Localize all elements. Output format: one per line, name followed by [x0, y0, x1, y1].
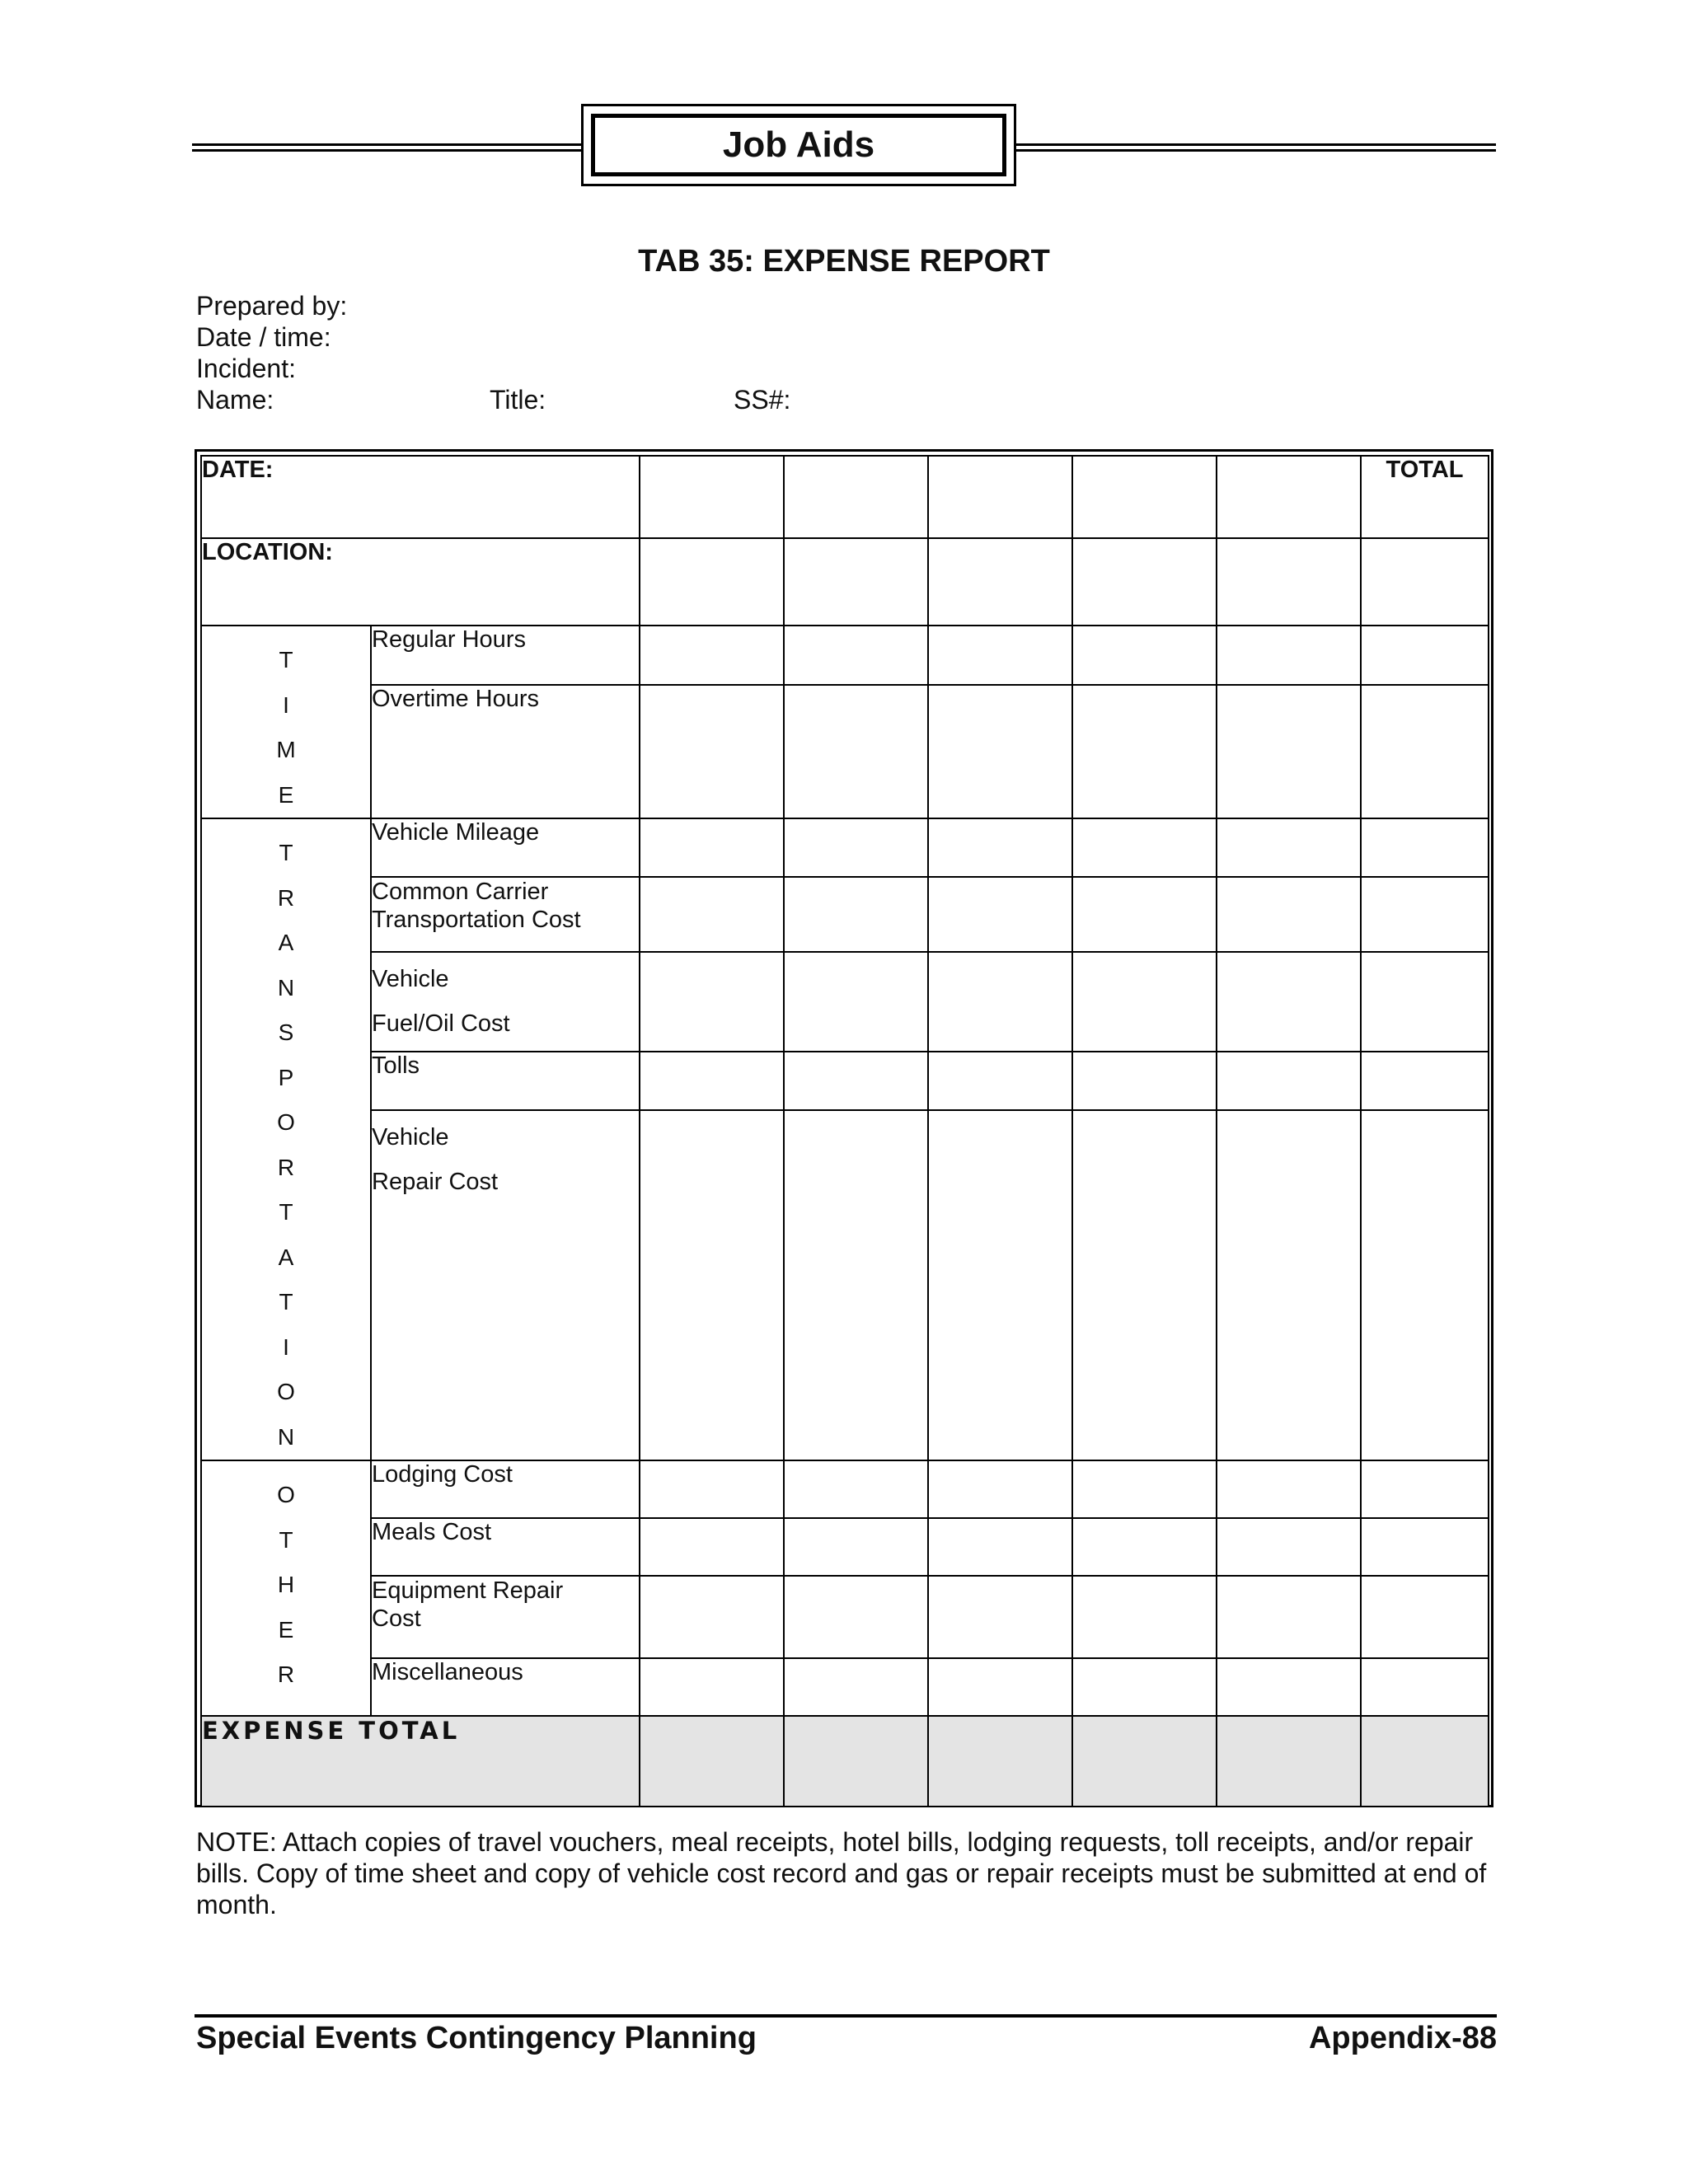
date-cell-1[interactable]	[640, 456, 784, 538]
entry-cell[interactable]	[928, 952, 1072, 1052]
incident-label: Incident:	[196, 354, 296, 383]
entry-cell[interactable]	[1217, 626, 1361, 685]
entry-cell[interactable]	[928, 1658, 1072, 1716]
item-label: Transportation Cost	[372, 906, 581, 933]
entry-cell[interactable]	[928, 1110, 1072, 1460]
vertical-letter: E	[278, 781, 294, 808]
entry-cell[interactable]	[640, 1460, 784, 1518]
vertical-letter: M	[276, 737, 296, 762]
entry-cell[interactable]	[928, 1460, 1072, 1518]
item-label: Repair Cost	[372, 1169, 499, 1196]
entry-cell[interactable]	[1072, 685, 1217, 818]
vertical-letter: A	[278, 930, 294, 955]
total-cell[interactable]	[1361, 1518, 1489, 1576]
item-vehicle-fuel-oil	[371, 952, 640, 1052]
entry-cell[interactable]	[1217, 877, 1361, 952]
time-group-label	[201, 626, 371, 818]
total-cell[interactable]	[1361, 1460, 1489, 1518]
location-cell-5[interactable]	[1217, 538, 1361, 626]
entry-cell[interactable]	[784, 1658, 928, 1716]
total-header: TOTAL	[1361, 456, 1489, 538]
item-label: Regular Hours	[372, 626, 526, 653]
page-number: Appendix-88	[1308, 2021, 1497, 2055]
item-label: Vehicle	[372, 965, 449, 992]
footer-rule	[195, 2014, 1497, 2018]
table-row	[201, 818, 1489, 877]
entry-cell[interactable]	[784, 626, 928, 685]
item-vehicle-mileage	[371, 818, 640, 877]
entry-cell[interactable]	[1217, 1110, 1361, 1460]
vertical-letter: T	[279, 1199, 293, 1225]
expense-total-row	[201, 1716, 1489, 1807]
entry-cell[interactable]	[1072, 1518, 1217, 1576]
item-meals-cost	[371, 1518, 640, 1576]
entry-cell[interactable]	[640, 1576, 784, 1658]
item-label: Miscellaneous	[372, 1659, 523, 1685]
entry-cell[interactable]	[784, 1460, 928, 1518]
item-label: Equipment Repair	[372, 1577, 564, 1604]
vertical-letter: S	[278, 1019, 294, 1045]
entry-cell[interactable]	[640, 952, 784, 1052]
date-label: DATE:	[201, 456, 640, 538]
header-title: Job Aids	[722, 124, 875, 165]
expense-table	[200, 455, 1489, 1807]
header-banner	[581, 104, 1016, 186]
entry-cell[interactable]	[640, 626, 784, 685]
ss-label: SS#:	[734, 385, 791, 415]
entry-cell[interactable]	[1217, 685, 1361, 818]
table-row	[201, 626, 1489, 685]
vertical-letter: T	[279, 1526, 293, 1553]
entry-cell[interactable]	[1072, 952, 1217, 1052]
vertical-letter: H	[277, 1572, 295, 1597]
expense-total-label: EXPENSE TOTAL	[201, 1716, 640, 1807]
note-text: NOTE: Attach copies of travel vouchers, meal receipts, hotel bills, lodging requests, toll receipts, and/or repair bills. Copy of time sheet and copy of vehicle cost record and gas or repair receipts must be submitted at end of month.	[196, 1827, 1487, 1919]
item-label: Meals Cost	[372, 1519, 492, 1545]
entry-cell[interactable]	[1072, 1658, 1217, 1716]
table-row	[201, 685, 1489, 818]
entry-cell[interactable]	[1072, 818, 1217, 877]
entry-cell[interactable]	[928, 685, 1072, 818]
location-cell-2[interactable]	[784, 538, 928, 626]
vertical-letter: I	[283, 691, 289, 718]
entry-cell[interactable]	[928, 1052, 1072, 1110]
item-tolls	[371, 1052, 640, 1110]
entry-cell[interactable]	[784, 1576, 928, 1658]
date-cell-3[interactable]	[928, 456, 1072, 538]
vertical-letter: P	[278, 1064, 294, 1090]
header-rule-right	[1016, 143, 1496, 152]
item-label: Lodging Cost	[372, 1461, 513, 1488]
location-cell-1[interactable]	[640, 538, 784, 626]
entry-cell[interactable]	[640, 1110, 784, 1460]
entry-cell[interactable]	[1217, 1576, 1361, 1658]
location-cell-3[interactable]	[928, 538, 1072, 626]
vertical-letter: N	[277, 974, 295, 1001]
other-group-label	[201, 1460, 371, 1716]
expense-total-cell[interactable]	[1217, 1716, 1361, 1807]
expense-total-cell[interactable]	[928, 1716, 1072, 1807]
item-label: Vehicle	[372, 1124, 449, 1151]
entry-cell[interactable]	[640, 685, 784, 818]
vertical-letter: A	[278, 1244, 294, 1270]
prepared-by-label: Prepared by:	[196, 291, 348, 321]
vertical-letter: O	[277, 1109, 295, 1135]
entry-cell[interactable]	[928, 1576, 1072, 1658]
item-miscellaneous	[371, 1658, 640, 1716]
entry-cell[interactable]	[784, 685, 928, 818]
entry-cell[interactable]	[640, 877, 784, 952]
item-lodging-cost	[371, 1460, 640, 1518]
item-common-carrier	[371, 877, 640, 952]
entry-cell[interactable]	[784, 952, 928, 1052]
item-label: Overtime Hours	[372, 685, 540, 712]
total-cell[interactable]	[1361, 818, 1489, 877]
entry-cell[interactable]	[784, 818, 928, 877]
location-label: LOCATION:	[201, 538, 640, 626]
total-cell[interactable]	[1361, 1052, 1489, 1110]
entry-cell[interactable]	[640, 1052, 784, 1110]
entry-cell[interactable]	[784, 1110, 928, 1460]
item-label: Tolls	[372, 1052, 420, 1080]
vertical-letter: T	[279, 647, 293, 673]
entry-cell[interactable]	[784, 1052, 928, 1110]
entry-cell[interactable]	[1072, 626, 1217, 685]
date-time-label: Date / time:	[196, 322, 331, 352]
item-label: Fuel/Oil Cost	[372, 1010, 510, 1037]
item-label: Cost	[372, 1605, 421, 1632]
entry-cell[interactable]	[1072, 1052, 1217, 1110]
table-row	[201, 877, 1489, 952]
entry-cell[interactable]	[1072, 1576, 1217, 1658]
footer-title: Special Events Contingency Planning	[196, 2021, 757, 2055]
table-row	[201, 952, 1489, 1052]
entry-cell[interactable]	[1217, 1518, 1361, 1576]
entry-cell[interactable]	[1217, 1052, 1361, 1110]
name-label: Name:	[196, 385, 274, 415]
location-total-cell[interactable]	[1361, 538, 1489, 626]
date-cell-2[interactable]	[784, 456, 928, 538]
entry-cell[interactable]	[928, 877, 1072, 952]
entry-cell[interactable]	[928, 1518, 1072, 1576]
entry-cell[interactable]	[1217, 1460, 1361, 1518]
transportation-group-label	[201, 818, 371, 1460]
total-cell[interactable]	[1361, 952, 1489, 1052]
table-row	[201, 1052, 1489, 1110]
vertical-letter: I	[283, 1333, 289, 1360]
vertical-letter: R	[277, 884, 295, 911]
header-banner-inner	[591, 114, 1006, 176]
item-equipment-repair	[371, 1576, 640, 1658]
item-regular-hours	[371, 626, 640, 685]
grand-total-cell[interactable]	[1361, 1716, 1489, 1807]
expense-total-cell[interactable]	[1072, 1716, 1217, 1807]
date-row	[201, 456, 1489, 538]
total-cell[interactable]	[1361, 626, 1489, 685]
entry-cell[interactable]	[928, 818, 1072, 877]
item-vehicle-repair	[371, 1110, 640, 1460]
entry-cell[interactable]	[640, 1658, 784, 1716]
location-cell-4[interactable]	[1072, 538, 1217, 626]
header-rule-left	[192, 143, 581, 152]
vertical-letter: E	[278, 1616, 294, 1643]
total-cell[interactable]	[1361, 1110, 1489, 1460]
entry-cell[interactable]	[640, 818, 784, 877]
table-row	[201, 1576, 1489, 1658]
table-row	[201, 1110, 1489, 1460]
date-cell-4[interactable]	[1072, 456, 1217, 538]
entry-cell[interactable]	[784, 877, 928, 952]
vertical-letter: O	[277, 1482, 295, 1507]
vertical-letter: T	[279, 840, 293, 865]
total-cell[interactable]	[1361, 685, 1489, 818]
entry-cell[interactable]	[640, 1518, 784, 1576]
entry-cell[interactable]	[1072, 1460, 1217, 1518]
total-cell[interactable]	[1361, 877, 1489, 952]
vertical-letter: T	[279, 1289, 293, 1315]
vertical-letter: N	[277, 1423, 295, 1450]
location-row	[201, 538, 1489, 626]
vertical-letter: R	[277, 1154, 295, 1180]
table-row	[201, 1658, 1489, 1716]
date-cell-5[interactable]	[1217, 456, 1361, 538]
entry-cell[interactable]	[784, 1518, 928, 1576]
entry-cell[interactable]	[1217, 1658, 1361, 1716]
entry-cell[interactable]	[1217, 952, 1361, 1052]
item-label: Common Carrier	[372, 878, 549, 905]
document-title: TAB 35: EXPENSE REPORT	[638, 244, 1050, 279]
entry-cell[interactable]	[1072, 1110, 1217, 1460]
entry-cell[interactable]	[928, 626, 1072, 685]
total-cell[interactable]	[1361, 1658, 1489, 1716]
expense-total-cell[interactable]	[640, 1716, 784, 1807]
total-cell[interactable]	[1361, 1576, 1489, 1658]
vertical-letter: R	[277, 1661, 295, 1687]
title-label: Title:	[490, 385, 546, 415]
item-overtime-hours	[371, 685, 640, 818]
expense-total-cell[interactable]	[784, 1716, 928, 1807]
entry-cell[interactable]	[1072, 877, 1217, 952]
entry-cell[interactable]	[1217, 818, 1361, 877]
table-row	[201, 1518, 1489, 1576]
table-row	[201, 1460, 1489, 1518]
item-label: Vehicle Mileage	[372, 819, 540, 846]
expense-table-frame	[195, 449, 1493, 1807]
vertical-letter: O	[277, 1379, 295, 1404]
